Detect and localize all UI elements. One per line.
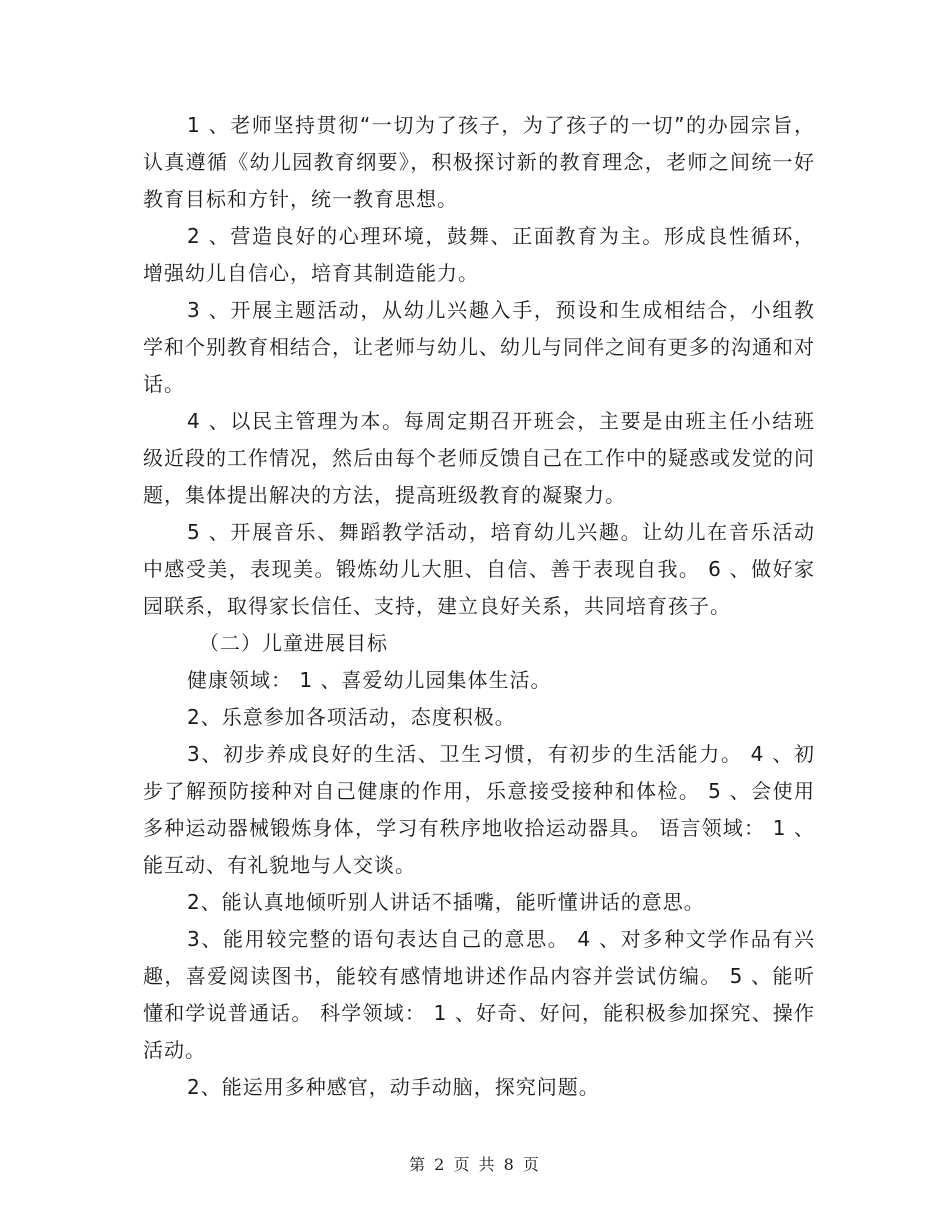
paragraph-4: 4 、以民主管理为本。每周定期召开班会，主要是由班主任小结班级近段的工作情况，然后由每个老师反馈自己在工作中的疑惑或发觉的问题，集体提出解决的方法，提高班级教育的凝聚力。 xyxy=(143,409,815,507)
paragraph-2: 2 、营造良好的心理环境，鼓舞、正面教育为主。形成良性循环，增强幼儿自信心，培育其制造能力。 xyxy=(143,224,815,285)
paragraph-health-3: 3、初步养成良好的生活、卫生习惯，有初步的生活能力。 4 、初步了解预防接种对自己健康的作用，乐意接受接种和体检。 5 、会使用多种运动器械锻炼身体，学习有秩序地收拾运动器具。 语言领域： 1 、能互动、有礼貌地与人交谈。 xyxy=(143,742,815,877)
paragraph-1: 1 、老师坚持贯彻“一切为了孩子，为了孩子的一切”的办园宗旨，认真遵循《幼儿园教育纲要》，积极探讨新的教育理念，老师之间统一好教育目标和方针，统一教育思想。 xyxy=(143,113,815,211)
paragraph-health: 健康领域： 1 、喜爱幼儿园集体生活。 xyxy=(187,668,552,692)
page-footer: 第 2 页 共 8 页 xyxy=(409,1155,541,1174)
paragraph-3: 3 、开展主题活动，从幼儿兴趣入手，预设和生成相结合，小组教学和个别教育相结合，让老师与幼儿、幼儿与同伴之间有更多的沟通和对话。 xyxy=(143,298,815,396)
paragraph-health-2: 2、乐意参加各项活动，态度积极。 xyxy=(187,705,516,729)
section-heading: （二）儿童进展目标 xyxy=(199,631,388,655)
paragraph-language-3: 3、能用较完整的语句表达自己的意思。 4 、对多种文学作品有兴趣，喜爱阅读图书，能较有感情地讲述作品内容并尝试仿编。 5 、能听懂和学说普通话。 科学领域： 1 、好奇、好问，能积极参加探究、操作活动。 xyxy=(143,927,815,1062)
paragraph-science-2: 2、能运用多种感官，动手动脑，探究问题。 xyxy=(187,1075,600,1099)
paragraph-5: 5 、开展音乐、舞蹈教学活动，培育幼儿兴趣。让幼儿在音乐活动中感受美，表现美。锻炼幼儿大胆、自信、善于表现自我。 6 、做好家园联系，取得家长信任、支持，建立良好关系，共同培育孩子。 xyxy=(143,520,815,618)
document-body xyxy=(143,107,815,1106)
paragraph-language-2: 2、能认真地倾听别人讲话不插嘴，能听懂讲话的意思。 xyxy=(187,890,705,914)
